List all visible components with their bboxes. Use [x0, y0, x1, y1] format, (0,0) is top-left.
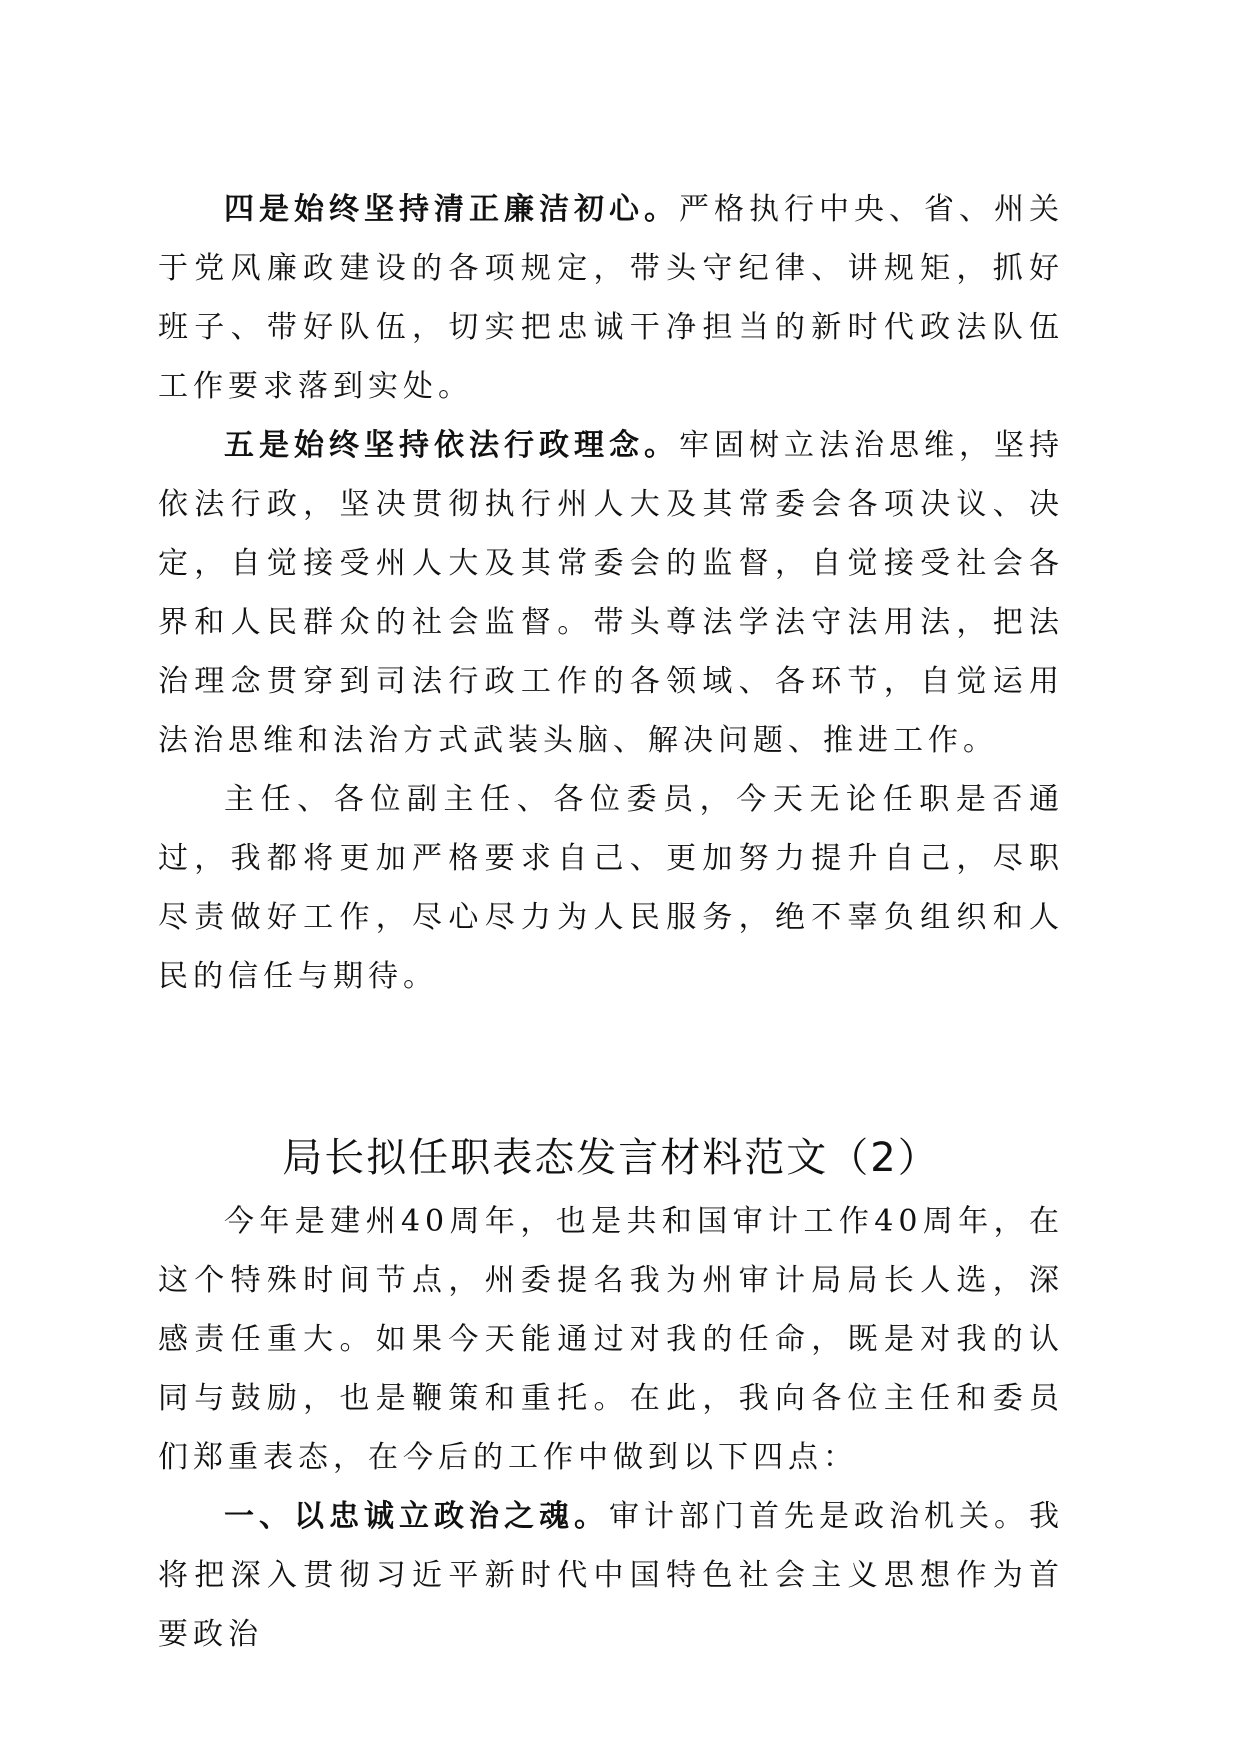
- paragraph-point-one: [158, 1487, 1064, 1664]
- paragraph-intro: [158, 1192, 1064, 1487]
- paragraph-body: 审计部门首先是政治机关。我将把深入贯彻习近平新时代中国特色社会主义思想作为首要政治: [158, 1499, 1064, 1652]
- paragraph-closing: [158, 770, 1064, 1006]
- paragraph-heading: 四是始终坚持清正廉洁初心。: [224, 192, 679, 227]
- paragraph-body: 严格执行中央、省、州关于党风廉政建设的各项规定，带头守纪律、讲规矩，抓好班子、带好队伍，切实把忠诚干净担当的新时代政法队伍工作要求落到实处。: [158, 192, 1064, 404]
- paragraph-body: 今年是建州40周年，也是共和国审计工作40周年，在这个特殊时间节点，州委提名我为州审计局局长人选，深感责任重大。如果今天能通过对我的任命，既是对我的认同与鼓励，也是鞭策和重托。在此，我向各位主任和委员们郑重表态，在今后的工作中做到以下四点：: [158, 1204, 1064, 1475]
- paragraph-body: 主任、各位副主任、各位委员，今天无论任职是否通过，我都将更加严格要求自己、更加努力提升自己，尽职尽责做好工作，尽心尽力为人民服务，绝不辜负组织和人民的信任与期待。: [158, 782, 1064, 994]
- paragraph-body: 牢固树立法治思维，坚持依法行政，坚决贯彻执行州人大及其常委会各项决议、决定，自觉接受州人大及其常委会的监督，自觉接受社会各界和人民群众的社会监督。带头尊法学法守法用法，把法治理念贯穿到司法行政工作的各领域、各环节，自觉运用法治思维和法治方式武装头脑、解决问题、推进工作。: [158, 428, 1064, 758]
- paragraph-rule-of-law: [158, 416, 1064, 770]
- paragraph-heading: 五是始终坚持依法行政理念。: [224, 428, 679, 463]
- article-title: 局长拟任职表态发言材料范文（2）: [282, 1135, 940, 1181]
- document-page: [158, 180, 1064, 1664]
- paragraph-heading: 一、以忠诚立政治之魂。: [224, 1499, 609, 1534]
- paragraph-clean-governance: [158, 180, 1064, 416]
